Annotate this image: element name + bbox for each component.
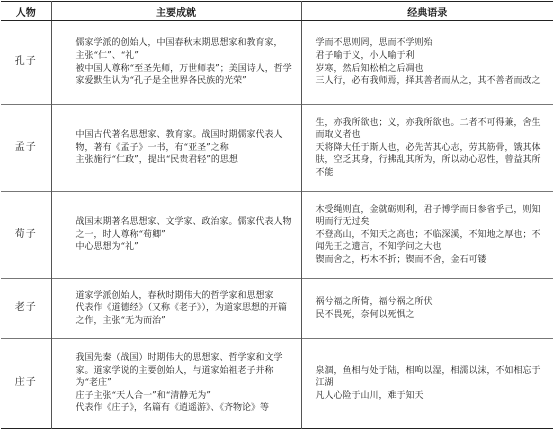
quote-line: 岁寒，然后知松柏之后凋也 (315, 63, 424, 74)
achievement-line: 道家学派创始人，春秋时期伟大的哲学家和思想家 (75, 290, 274, 301)
achievement-line: 庄子主张“天人合一”和“清静无为” (75, 390, 211, 401)
header-quotes: 经典语录 (301, 2, 553, 21)
quote-line: 民不畏死，奈何以死惧之 (315, 309, 415, 320)
header-achievement: 主要成就 (51, 2, 301, 21)
quote-line: 君子喻于义，小人喻于利 (315, 50, 415, 61)
quote-line: 天将降大任于斯人也，必先苦其心志，劳其筋骨，饿其体肤，空乏其身，行拂乱其所为，所以动心忍性，曾益其所不能 (315, 142, 541, 178)
person-name: 荀子 (1, 192, 51, 279)
person-name: 孔子 (1, 21, 51, 105)
achievement-line: 代表作《庄子》，名篇有《逍遥游》、《齐物论》等 (75, 403, 270, 414)
achievement-cell (51, 21, 301, 105)
achievement-line: 中心思想为“礼” (75, 242, 139, 253)
person-name: 庄子 (1, 339, 51, 429)
achievement-line: 中国古代著名思想家、教育家。战国时期儒家代表人物，著有《孟子》一书，有“亚圣”之称 (75, 130, 283, 153)
table-row (1, 339, 553, 429)
quotes-cell (301, 105, 553, 192)
achievement-cell (51, 192, 301, 279)
quote-line: 生，亦我所欲也；义，亦我所欲也。二者不可得兼，舍生而取义者也 (315, 117, 541, 141)
achievement-line: 被中国人尊称“至圣先师，万世师表”；美国诗人，哲学家爱默生认为“孔子是全世界各民族的光荣” (75, 63, 292, 87)
quotes-cell (301, 21, 553, 105)
achievement-line: 主张施行“仁政”，提出“民贵君轻”的思想 (75, 155, 238, 166)
achievement-line: 战国末期著名思想家、文学家、政治家。儒家代表人物之一，时人尊称“荀卿” (75, 217, 292, 240)
achievement-line: 代表作《道德经》（又称《老子》），为道家思想的开篇之作，主张“无为而治” (75, 303, 288, 326)
quotes-cell (301, 279, 553, 339)
achievement-cell (51, 279, 301, 339)
table-row (1, 105, 553, 192)
philosophers-table (1, 1, 553, 429)
table-row (1, 192, 553, 279)
table-row (1, 21, 553, 105)
person-name: 老子 (1, 279, 51, 339)
achievement-line: 儒家学派的创始人，中国春秋末期思想家和教育家， (75, 38, 283, 49)
quote-line: 木受绳则直，金就砺则利，君子博学而日参省乎己，则知明而行无过矣 (315, 204, 541, 228)
achievement-cell (51, 339, 301, 429)
quote-line: 学而不思则罔，思而不学则殆 (315, 38, 433, 49)
achievement-cell (51, 105, 301, 192)
quote-line: 锲而舍之，朽木不折；锲而不舍，金石可镂 (315, 254, 487, 265)
quote-line: 不登高山，不知天之高也；不临深溪，不知地之厚也；不闻先王之遗言，不知学问之大也 (315, 229, 541, 253)
table-header-row (1, 2, 553, 21)
achievement-line: 主张“仁”、“礼” (75, 50, 139, 61)
person-name: 孟子 (1, 105, 51, 192)
quotes-cell (301, 339, 553, 429)
quote-line: 泉涸，鱼相与处于陆，相呴以湿，相濡以沫，不如相忘于江湖 (315, 365, 541, 389)
quote-line: 三人行，必有我师焉，择其善者而从之，其不善者而改之 (315, 76, 541, 87)
quote-line: 凡人心险于山川，难于知天 (315, 390, 424, 401)
header-person: 人物 (1, 2, 51, 21)
achievement-line: 我国先秦（战国）时期伟大的思想家、哲学家和文学家。道家学说的主要创始人，与道家始祖老子并称为“老庄” (75, 353, 283, 389)
table-row (1, 279, 553, 339)
quote-line: 祸兮福之所倚，福兮祸之所伏 (315, 296, 433, 307)
philosophers-table-container (1, 1, 553, 430)
quotes-cell (301, 192, 553, 279)
